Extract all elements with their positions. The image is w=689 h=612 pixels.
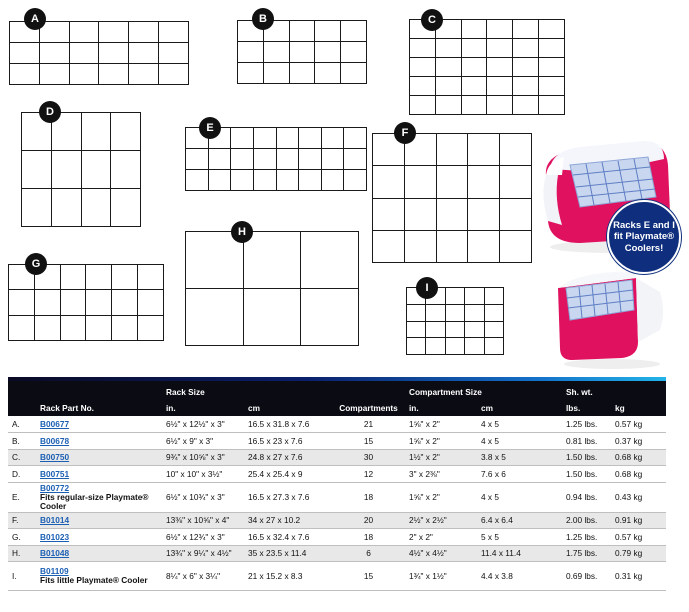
table-row (8, 433, 666, 450)
row-letter: H. (8, 545, 38, 562)
group-header-row (8, 381, 666, 399)
compartments-count: 18 (330, 529, 407, 546)
spec-table-container (8, 377, 666, 591)
rack-size-in: 6½" x 12¾" x 3" (164, 529, 246, 546)
ship-weight-kg: 0.79 kg (613, 545, 666, 562)
part-number-cell (38, 545, 164, 562)
part-number-cell (38, 512, 164, 529)
rack-label-badge-c: C (421, 9, 443, 31)
rack-size-cm: 21 x 15.2 x 8.3 (246, 562, 330, 591)
ship-weight-lbs: 0.81 lbs. (564, 433, 613, 450)
rack-size-in: 6½" x 10¾" x 3" (164, 482, 246, 512)
part-number-cell (38, 529, 164, 546)
spec-table (8, 381, 666, 591)
compartment-size-cm: 7.6 x 6 (479, 466, 564, 483)
ship-weight-lbs: 0.69 lbs. (564, 562, 613, 591)
rack-diagram-b (237, 20, 367, 84)
part-number-link[interactable]: B00751 (40, 468, 70, 479)
rack-label-badge-f: F (394, 122, 416, 144)
rack-diagram-h (185, 231, 359, 346)
rack-size-in: 6½" x 12½" x 3" (164, 416, 246, 433)
rack-size-group-header: Rack Size (164, 381, 330, 399)
part-number-link[interactable]: B01023 (40, 531, 70, 542)
callout-text: Racks E and I fit Playmate® Coolers! (613, 219, 675, 254)
compartment-size-in: 2½" x 2½" (407, 512, 479, 529)
compartment-size-cm: 11.4 x 11.4 (479, 545, 564, 562)
ship-weight-group-header: Sh. wt. (564, 381, 666, 399)
ship-weight-lbs: 1.50 lbs. (564, 466, 613, 483)
rack-size-in: 6½" x 9" x 3" (164, 433, 246, 450)
compartment-size-cm: 6.4 x 6.4 (479, 512, 564, 529)
ship-weight-lbs: 0.94 lbs. (564, 482, 613, 512)
part-number-link[interactable]: B00678 (40, 435, 70, 446)
ship-weight-lbs: 1.25 lbs. (564, 416, 613, 433)
compartments-count: 30 (330, 449, 407, 466)
row-letter: G. (8, 529, 38, 546)
table-row (8, 529, 666, 546)
kg-header: kg (613, 399, 666, 416)
part-no-header: Rack Part No. (38, 399, 164, 416)
rack-size-cm: 16.5 x 32.4 x 7.6 (246, 529, 330, 546)
compartment-size-in: 1⅝" x 2" (407, 433, 479, 450)
compartments-count: 15 (330, 562, 407, 591)
table-row (8, 482, 666, 512)
row-letter: I. (8, 562, 38, 591)
rack-diagram-d (21, 112, 141, 227)
row-letter: C. (8, 449, 38, 466)
part-number-cell (38, 562, 164, 591)
ship-weight-lbs: 1.75 lbs. (564, 545, 613, 562)
part-description: Fits regular-size Playmate® Cooler (40, 491, 149, 511)
rack-size-cm: 16.5 x 31.8 x 7.6 (246, 416, 330, 433)
part-description: Fits little Playmate® Cooler (40, 575, 148, 586)
compartments-count: 6 (330, 545, 407, 562)
rack-size-cm: 34 x 27 x 10.2 (246, 512, 330, 529)
compartment-size-group-header: Compartment Size (407, 381, 564, 399)
ship-weight-lbs: 1.25 lbs. (564, 529, 613, 546)
comp-in-header: in. (407, 399, 479, 416)
rack-diagram-a (9, 21, 189, 85)
part-number-link[interactable]: B01048 (40, 548, 70, 559)
part-number-link[interactable]: B01109 (40, 566, 69, 577)
rack-size-in: 13⅜" x 10⅝" x 4" (164, 512, 246, 529)
compartments-count: 15 (330, 433, 407, 450)
rack-label-badge-e: E (199, 117, 221, 139)
table-row (8, 562, 666, 591)
compartment-size-cm: 4.4 x 3.8 (479, 562, 564, 591)
rack-size-in: 9¾" x 10⅝" x 3" (164, 449, 246, 466)
ship-weight-kg: 0.57 kg (613, 529, 666, 546)
compartment-size-in: 2" x 2" (407, 529, 479, 546)
compartments-count: 20 (330, 512, 407, 529)
rack-diagram-f (372, 133, 532, 263)
row-letter: D. (8, 466, 38, 483)
part-number-link[interactable]: B00750 (40, 452, 70, 463)
table-row (8, 416, 666, 433)
compartment-size-in: 1½" x 2" (407, 449, 479, 466)
little-playmate-cooler-image (552, 264, 670, 372)
compartments-count: 18 (330, 482, 407, 512)
ship-weight-kg: 0.91 kg (613, 512, 666, 529)
row-letter: B. (8, 433, 38, 450)
part-number-cell (38, 466, 164, 483)
compartments-header: Compartments (330, 399, 407, 416)
compartments-count: 12 (330, 466, 407, 483)
rack-in-header: in. (164, 399, 246, 416)
rack-label-badge-d: D (39, 101, 61, 123)
part-number-cell (38, 482, 164, 512)
rack-size-in: 10" x 10" x 3½" (164, 466, 246, 483)
compartment-size-cm: 4 x 5 (479, 433, 564, 450)
part-number-cell (38, 416, 164, 433)
ship-weight-lbs: 1.50 lbs. (564, 449, 613, 466)
lbs-header: lbs. (564, 399, 613, 416)
rack-diagram-c (409, 19, 565, 115)
rack-size-cm: 24.8 x 27 x 7.6 (246, 449, 330, 466)
rack-size-cm: 16.5 x 27.3 x 7.6 (246, 482, 330, 512)
playmate-fit-callout (607, 200, 681, 274)
rack-label-badge-b: B (252, 8, 274, 30)
ship-weight-kg: 0.31 kg (613, 562, 666, 591)
rack-diagram-g (8, 264, 164, 341)
row-letter: E. (8, 482, 38, 512)
table-row (8, 466, 666, 483)
rack-size-cm: 35 x 23.5 x 11.4 (246, 545, 330, 562)
compartment-size-in: 4½" x 4½" (407, 545, 479, 562)
compartment-size-in: 1¾" x 1½" (407, 562, 479, 591)
row-letter: A. (8, 416, 38, 433)
part-number-cell (38, 449, 164, 466)
ship-weight-kg: 0.68 kg (613, 449, 666, 466)
part-number-link[interactable]: B00772 (40, 482, 70, 493)
compartment-size-cm: 4 x 5 (479, 416, 564, 433)
compartments-count: 21 (330, 416, 407, 433)
part-number-link[interactable]: B00677 (40, 419, 70, 429)
ship-weight-kg: 0.57 kg (613, 416, 666, 433)
rack-size-in: 8¼" x 6" x 3¼" (164, 562, 246, 591)
row-letter: F. (8, 512, 38, 529)
rack-cm-header: cm (246, 399, 330, 416)
rack-size-cm: 16.5 x 23 x 7.6 (246, 433, 330, 450)
compartment-size-in: 1⅝" x 2" (407, 416, 479, 433)
rack-size-cm: 25.4 x 25.4 x 9 (246, 466, 330, 483)
rack-label-badge-a: A (24, 8, 46, 30)
rack-label-badge-i: I (416, 277, 438, 299)
part-number-cell (38, 433, 164, 450)
ship-weight-kg: 0.68 kg (613, 466, 666, 483)
compartment-size-cm: 4 x 5 (479, 482, 564, 512)
table-row (8, 449, 666, 466)
ship-weight-kg: 0.43 kg (613, 482, 666, 512)
part-number-link[interactable]: B01014 (40, 515, 70, 526)
rack-label-badge-g: G (25, 253, 47, 275)
column-header-row (8, 399, 666, 416)
comp-cm-header: cm (479, 399, 564, 416)
ship-weight-lbs: 2.00 lbs. (564, 512, 613, 529)
ship-weight-kg: 0.37 kg (613, 433, 666, 450)
table-row (8, 512, 666, 529)
compartment-size-in: 3" x 2⅜" (407, 466, 479, 483)
table-row (8, 545, 666, 562)
compartment-size-cm: 3.8 x 5 (479, 449, 564, 466)
rack-size-in: 13¾" x 9¼" x 4½" (164, 545, 246, 562)
rack-label-badge-h: H (231, 221, 253, 243)
compartment-size-cm: 5 x 5 (479, 529, 564, 546)
compartment-size-in: 1⅝" x 2" (407, 482, 479, 512)
